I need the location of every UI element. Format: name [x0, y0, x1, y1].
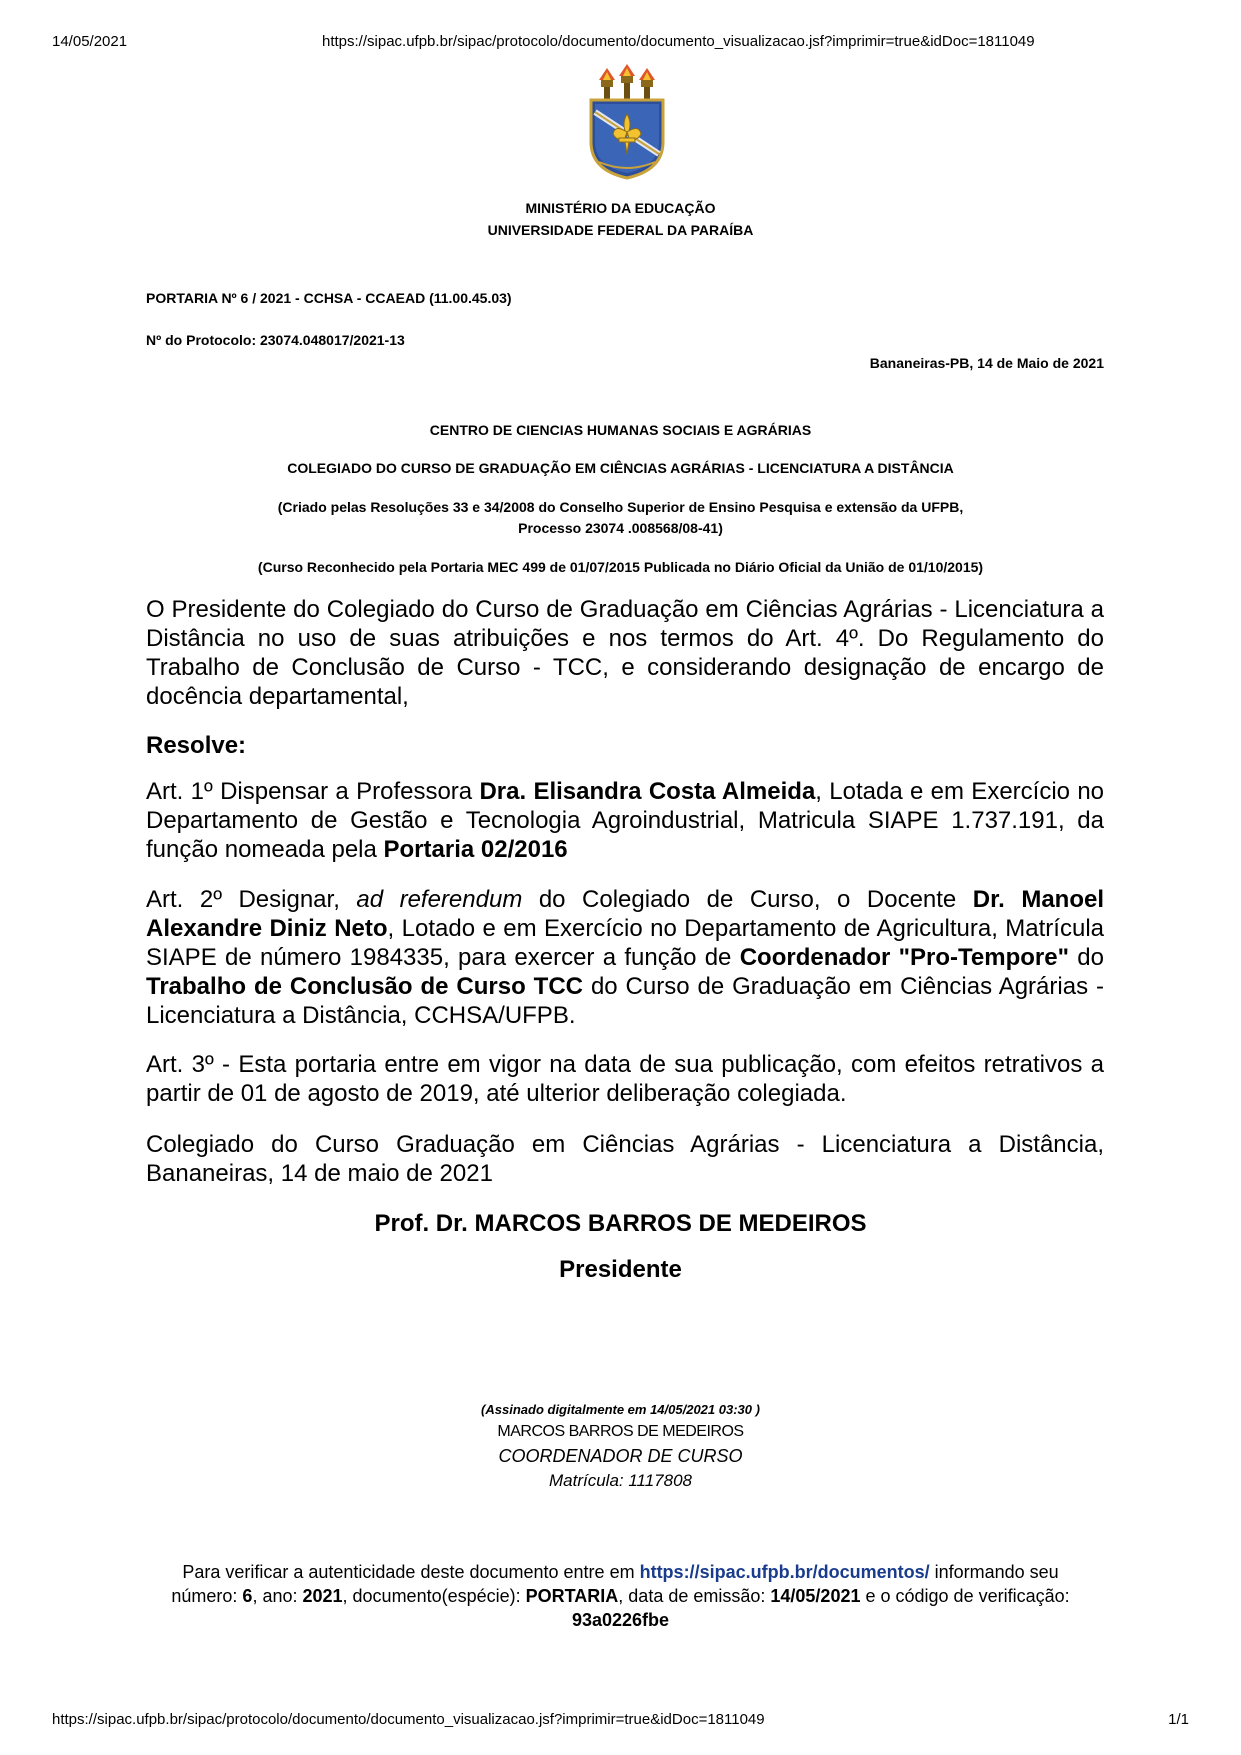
print-date: 14/05/2021	[52, 33, 128, 50]
art2-ad-referendum: ad referendum	[356, 886, 523, 913]
place-date: Bananeiras-PB, 14 de Maio de 2021	[869, 355, 1104, 371]
verify-year: 2021	[302, 1586, 343, 1606]
art2-tcc: Trabalho de Conclusão de Curso TCC	[146, 973, 584, 1000]
verify-text-3: , ano:	[252, 1586, 303, 1606]
verify-number: 6	[242, 1586, 253, 1606]
resolve-heading: Resolve:	[146, 732, 247, 759]
verify-text-6: e o código de verificação:	[860, 1586, 1070, 1606]
article-2	[146, 885, 1104, 1030]
art2-text-e: , Lotado e em Exercício no Departamento de Agricultura, Matrícula SIAPE de número 1984335, para exercer a função de	[146, 915, 1104, 971]
verify-species: PORTARIA	[525, 1586, 619, 1606]
criado-line-2: Processo 23074 .008568/08-41)	[518, 520, 723, 536]
verify-text-5: , data de emissão:	[618, 1586, 771, 1606]
portaria-number: PORTARIA Nº 6 / 2021 - CCHSA - CCAEAD (11.00.45.03)	[146, 290, 512, 306]
art2-text-g: do	[1069, 944, 1104, 971]
verify-date: 14/05/2021	[770, 1586, 861, 1606]
criado-line-1: (Criado pelas Resoluções 33 e 34/2008 do Conselho Superior de Ensino Pesquisa e extensão da UFPB,	[277, 499, 964, 515]
verification-text	[150, 1560, 1091, 1632]
art2-text-i: do Curso de Graduação em Ciências Agrárias - Licenciatura a Distância, CCHSA/UFPB.	[146, 973, 1104, 1029]
print-url-footer: https://sipac.ufpb.br/sipac/protocolo/documento/documento_visualizacao.jsf?imprimir=true&idDoc=1811049	[52, 1711, 765, 1728]
torches-icon	[599, 64, 655, 101]
intro-paragraph: O Presidente do Colegiado do Curso de Graduação em Ciências Agrárias - Licenciatura a Distância no uso de suas atribuições e nos termos do Art. 4º. Do Regulamento do Trabalho de Conclusão de Curso - TCC, e considerando designação de encargo de docência departamental,	[146, 596, 1104, 710]
art2-function: Coordenador "Pro-Tempore"	[739, 944, 1069, 971]
reconhecido-line: (Curso Reconhecido pela Portaria MEC 499 de 01/07/2015 Publicada no Diário Oficial da União de 01/10/2015)	[257, 559, 984, 575]
university-title: UNIVERSIDADE FEDERAL DA PARAÍBA	[487, 222, 754, 238]
art1-portaria-ref: Portaria 02/2016	[383, 836, 568, 863]
signer-name: Prof. Dr. MARCOS BARROS DE MEDEIROS	[374, 1210, 867, 1237]
verification-link[interactable]: https://sipac.ufpb.br/documentos/	[639, 1562, 930, 1582]
art2-text-c: do Colegiado de Curso, o Docente	[522, 886, 973, 913]
art1-professor-name: Dra. Elisandra Costa Almeida	[479, 778, 816, 805]
signature-role: COORDENADOR DE CURSO	[498, 1446, 743, 1466]
art1-text-a: Art. 1º Dispensar a Professora	[146, 778, 480, 805]
ministry-title: MINISTÉRIO DA EDUCAÇÃO	[525, 200, 716, 216]
signature-name: MARCOS BARROS DE MEDEIROS	[497, 1423, 744, 1440]
article-3: Art. 3º - Esta portaria entre em vigor na data de sua publicação, com efeitos retrativos a partir de 01 de agosto de 2019, até ulterior deliberação colegiada.	[146, 1051, 1104, 1107]
art1-text-c: , Lotada e em Exercício no Departamento de Gestão e Tecnologia Agroindustrial, Matricula SIAPE 1.737.191, da função nomeada pela	[146, 778, 1105, 863]
signature-matricula: Matrícula: 1117808	[548, 1471, 692, 1490]
print-url-header: https://sipac.ufpb.br/sipac/protocolo/documento/documento_visualizacao.jsf?imprimir=true&idDoc=1811049	[322, 33, 1035, 50]
protocolo-number: Nº do Protocolo: 23074.048017/2021-13	[146, 332, 405, 348]
verify-text-2: informando seu número:	[171, 1562, 1059, 1606]
article-1	[146, 777, 1104, 864]
verify-code: 93a0226fbe	[571, 1610, 670, 1630]
digital-signature-stamp: (Assinado digitalmente em 14/05/2021 03:30 )	[481, 1402, 760, 1417]
closing-paragraph: Colegiado do Curso Graduação em Ciências Agrárias - Licenciatura a Distância, Bananeiras, 14 de maio de 2021	[146, 1131, 1104, 1187]
ufpb-crest-logo	[585, 62, 669, 180]
center-name: CENTRO DE CIENCIAS HUMANAS SOCIAIS E AGRÁRIAS	[429, 422, 812, 438]
art2-docente-name: Dr. Manoel Alexandre Diniz Neto	[146, 886, 1104, 942]
signer-role: Presidente	[559, 1256, 682, 1283]
colegiado-name: COLEGIADO DO CURSO DE GRADUAÇÃO EM CIÊNCIAS AGRÁRIAS - LICENCIATURA A DISTÂNCIA	[287, 460, 954, 476]
verify-text-1: Para verificar a autenticidade deste documento entre em	[182, 1562, 640, 1582]
page-counter: 1/1	[1168, 1711, 1189, 1728]
verify-text-4: , documento(espécie):	[342, 1586, 526, 1606]
art2-text-a: Art. 2º Designar,	[146, 886, 357, 913]
